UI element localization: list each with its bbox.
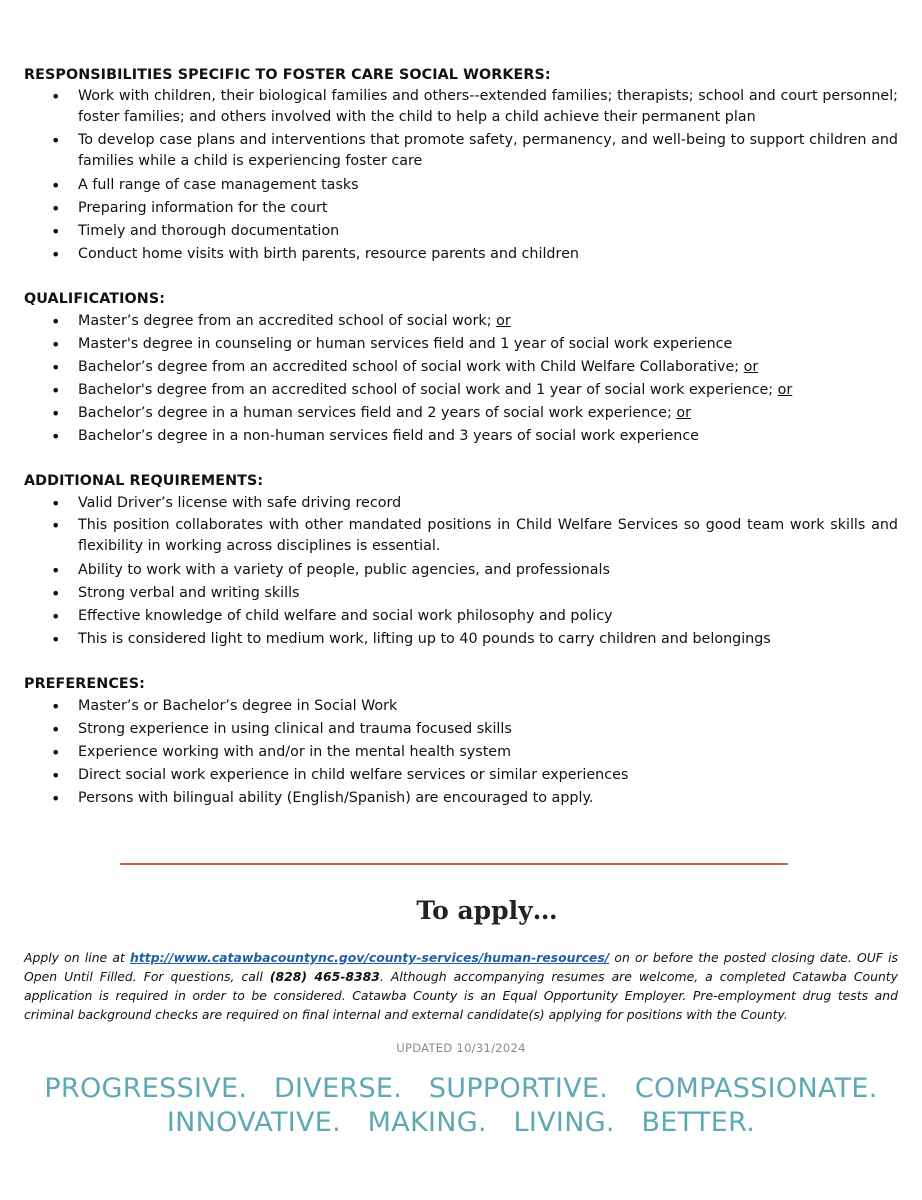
item-text: Bachelor’s degree in a non-human services field and 3 years of social work experience xyxy=(78,428,699,444)
list-item: • Valid Driver’s license with safe driving record xyxy=(24,492,898,515)
item-text: Master's degree in counseling or human services field and 1 year of social work experience xyxy=(78,336,733,352)
or-connector: or xyxy=(676,405,691,421)
apply-suffix: . Although accompanying resumes are welcome, a completed Catawba County application is required in order to be considered. Catawba County is an Equal Opportunity Employer. Pre-employment drug tests and criminal background checks are required on final internal and external candidate(s) applying for positions with the County. xyxy=(24,969,898,1022)
item-text: Master’s degree from an accredited school of social work; xyxy=(78,313,492,329)
updated-date: UPDATED 10/31/2024 xyxy=(396,1041,526,1055)
or-connector: or xyxy=(777,382,793,398)
tagline-line-2: INNOVATIVE. MAKING. LIVING. BETTER. xyxy=(166,1107,756,1138)
preferences-section xyxy=(24,673,898,810)
list-item xyxy=(24,425,898,448)
divider-rule xyxy=(120,863,788,865)
list-item: • Ability to work with a variety of people, public agencies, and professionals xyxy=(24,559,898,582)
responsibilities-list xyxy=(24,86,898,266)
list-item: • A full range of case management tasks xyxy=(24,174,898,197)
list-item xyxy=(24,356,898,379)
item-text: Bachelor’s degree from an accredited school of social work with Child Welfare Collaborative; xyxy=(78,359,740,375)
qualifications-list xyxy=(24,310,898,448)
or-connector: or xyxy=(743,359,759,375)
list-item: • Effective knowledge of child welfare and social work philosophy and policy xyxy=(24,605,898,628)
list-item xyxy=(24,402,898,425)
list-item xyxy=(24,333,898,356)
apply-instructions xyxy=(24,948,898,1024)
preferences-list xyxy=(24,695,898,810)
apply-heading: To apply… xyxy=(416,896,558,925)
list-item xyxy=(24,310,898,333)
phone-number: (828) 465-8383 xyxy=(269,969,380,984)
list-item: • Strong verbal and writing skills xyxy=(24,582,898,605)
list-item xyxy=(24,379,898,402)
list-item: • Conduct home visits with birth parents, resource parents and children xyxy=(24,243,898,266)
tagline-line-1: PROGRESSIVE. DIVERSE. SUPPORTIVE. COMPASSIONATE. xyxy=(44,1073,878,1104)
additional-requirements-list xyxy=(24,492,898,651)
apply-middle: on or before the posted closing date. OUF is Open Until Filled. For questions, call xyxy=(24,950,899,984)
list-item: • Timely and thorough documentation xyxy=(24,220,898,243)
section-heading: QUALIFICATIONS: xyxy=(24,291,166,307)
list-item: • Strong experience in using clinical and trauma focused skills xyxy=(24,718,898,741)
list-item: • Experience working with and/or in the mental health system xyxy=(24,741,898,764)
requirements-content xyxy=(24,64,898,832)
item-text: Bachelor’s degree in a human services field and 2 years of social work experience; xyxy=(78,405,672,421)
list-item: • This position collaborates with other mandated positions in Child Welfare Services so good team work skills and flexibility in working across disciplines is essential. xyxy=(24,515,898,557)
list-item: • To develop case plans and interventions that promote safety, permanency, and well-being to support children and families while a child is experiencing foster care xyxy=(24,130,898,172)
list-item: • Work with children, their biological families and others--extended families; therapists; school and court personnel; foster families; and others involved with the child to help a child achieve their permanent plan xyxy=(24,86,898,128)
section-heading: ADDITIONAL REQUIREMENTS: xyxy=(24,473,264,489)
qualifications-section xyxy=(24,288,898,448)
list-item: • Direct social work experience in child welfare services or similar experiences xyxy=(24,764,898,787)
section-heading: RESPONSIBILITIES SPECIFIC TO FOSTER CARE SOCIAL WORKERS: xyxy=(24,67,551,83)
additional-requirements-section xyxy=(24,470,898,651)
list-item: • Master’s or Bachelor’s degree in Social Work xyxy=(24,695,898,718)
section-heading: PREFERENCES: xyxy=(24,676,145,692)
list-item: • Preparing information for the court xyxy=(24,197,898,220)
hr-website-link[interactable]: http://www.catawbacountync.gov/county-services/human-resources/ xyxy=(130,950,610,965)
item-text: Bachelor's degree from an accredited school of social work and 1 year of social work experience; xyxy=(78,382,774,398)
responsibilities-section xyxy=(24,64,898,266)
or-connector: or xyxy=(496,313,511,329)
apply-prefix: Apply on line at xyxy=(24,950,131,965)
list-item: • This is considered light to medium work, lifting up to 40 pounds to carry children and belongings xyxy=(24,628,898,651)
list-item: • Persons with bilingual ability (English/Spanish) are encouraged to apply. xyxy=(24,787,898,810)
